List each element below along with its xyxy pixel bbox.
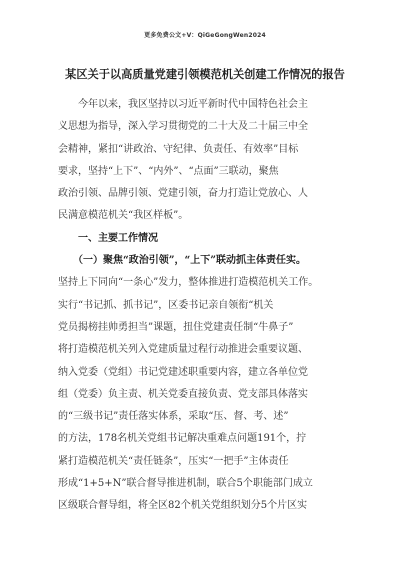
body-line: 紧打造模范机关“责任链条”，压实“一把手”主体责任 [58, 455, 289, 467]
body-line: 的“三级书记”责任落实体系，采取“压、督、考、述” [58, 411, 289, 423]
body-line: 的方法，178名机关党组书记解决重难点问题191个，拧 [58, 433, 307, 445]
body-line: 党员揭榜挂帅勇担当”课题，扭住党建责任制“牛鼻子” [58, 321, 294, 333]
body-line: 会精神，紧扣“讲政治、守纪律、负责任、有效率”目标 [58, 143, 299, 155]
body-line: 坚持上下同向“一条心”发力，整体推进打造模范机关工作。 [58, 277, 319, 289]
body-line: 将打造模范机关列入党建质量过程行动推进会重要议题、 [58, 344, 308, 356]
subsection-heading: （一）聚焦“政治引领”，“上下”联动抓主体责任实。 [58, 255, 307, 267]
section-heading: 一、主要工作情况 [58, 232, 158, 244]
body-line: 纳入党委（党组）书记党建述职重要内容，建立各单位党 [58, 366, 308, 378]
document-body [58, 94, 352, 518]
header-note: 更多免费公文+V：QiGeGongWen2024 [144, 32, 266, 39]
body-line: 要求，坚持“上下”、“内外”、“点面”三联动，聚焦 [58, 165, 279, 177]
body-line: 义思想为指导，深入学习贯彻党的二十大及二十届三中全 [58, 121, 308, 133]
body-line: 今年以来，我区坚持以习近平新时代中国特色社会主 [58, 99, 308, 110]
body-line: 形成“1+5+N”联合督导推进机制，联合5个职能部门成立 [58, 478, 313, 490]
body-line: 政治引领、品牌引领、党建引领，奋力打造让党放心、人 [58, 188, 308, 200]
body-line: 区级联合督导组，将全区82个机关党组织划分5个片区实 [58, 500, 308, 512]
body-line: 组（党委）负主责、机关党委直接负责、党支部具体落实 [58, 388, 308, 400]
body-line: 民满意模范机关“我区样板”。 [58, 210, 189, 222]
body-line: 实行“书记抓、抓书记”，区委书记亲自领衔“机关 [58, 299, 274, 311]
document-title: 某区关于以高质量党建引领模范机关创建工作情况的报告 [65, 67, 345, 81]
